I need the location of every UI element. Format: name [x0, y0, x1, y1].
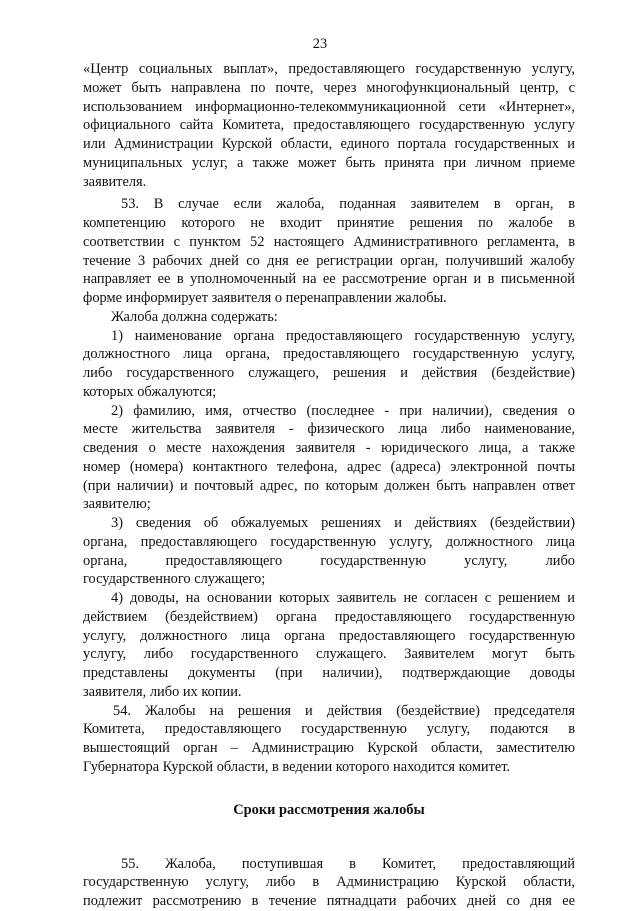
text-line: услугу, либо государственного служащего. Заявителем могут быть: [83, 646, 575, 663]
text-line: 3) сведения об обжалуемых решениях и действиях (бездействии): [111, 515, 575, 531]
text-line: 53. В случае если жалоба, поданная заявителем в орган, в: [121, 196, 575, 213]
document-body: [83, 60, 575, 911]
text-line: компетенцию которого не входит принятие решения по жалобе в: [83, 215, 575, 231]
text-line: должностного лица органа, предоставляющего государственную услугу,: [83, 346, 575, 363]
text-line: «Центр социальных выплат», предоставляющего государственную услугу,: [83, 61, 575, 77]
text-line: органа, предоставляющего государственную услугу, должностного лица: [83, 533, 575, 550]
complaint-intro: Жалоба должна содержать:: [111, 308, 278, 325]
list-item-4: [83, 589, 575, 702]
text-line: направляет ее в уполномоченный на ее рассмотрение орган и в письменной: [83, 271, 575, 288]
text-line: соответствии с пунктом 52 настоящего Административного регламента, в: [83, 233, 575, 250]
text-line: 55. Жалоба, поступившая в Комитет, предоставляющий: [121, 855, 575, 872]
text-line: заявителю;: [83, 496, 151, 513]
text-line: услугу, должностного лица органа предоставляющего государственную: [83, 627, 575, 644]
text-line: Губернатора Курской области, в ведении которого находится комитет.: [83, 758, 511, 775]
section-heading: Сроки рассмотрения жалобы: [233, 801, 425, 818]
text-line: (при наличии) и почтовый адрес, по которым должен быть направлен ответ: [83, 477, 575, 494]
paragraph-55: [83, 855, 575, 911]
text-line: 4) доводы, на основании которых заявитель не согласен с решением и: [111, 590, 575, 606]
text-line: номер (номера) контактного телефона, адрес (адреса) электронной почты: [83, 458, 575, 475]
text-line: подлежит рассмотрению в течение пятнадцати рабочих дней со дня ее: [83, 893, 575, 909]
text-line: 2) фамилию, имя, отчество (последнее - при наличии), сведения о: [111, 402, 575, 419]
text-line: 54. Жалобы на решения и действия (бездействие) председателя: [113, 702, 575, 719]
paragraph-53: [83, 195, 575, 308]
text-line: органа, предоставляющего государственную услугу, либо: [83, 552, 575, 569]
text-line: официального сайта Комитета, предоставляющего государственную услугу: [83, 117, 575, 134]
list-item-3: [83, 514, 575, 589]
text-line: либо государственного служащего, решения и действия (бездействие): [83, 365, 575, 381]
text-line: 1) наименование органа предоставляющего государственную услугу,: [111, 327, 575, 344]
text-line: течение 3 рабочих дней со дня ее регистрации орган, получивший жалобу: [83, 252, 575, 269]
text-line: которых обжалуются;: [83, 383, 217, 400]
text-line: сведения о месте нахождения заявителя - юридического лица, а также: [83, 440, 575, 456]
paragraph-intro: [83, 60, 575, 191]
text-line: или Администрации Курской области, единого портала государственных и: [83, 136, 575, 152]
text-line: форме информирует заявителя о перенаправлении жалобы.: [83, 290, 447, 306]
text-line: использованием информационно-телекоммуникационной сети «Интернет»,: [83, 98, 575, 115]
page-number: 23: [312, 36, 328, 52]
paragraph-54: [83, 702, 575, 777]
text-line: месте жительства заявителя - физического лица либо наименование,: [83, 421, 575, 438]
text-line: государственного служащего;: [83, 571, 266, 588]
text-line: муниципальных услуг, а также может быть принята при личном приеме: [83, 154, 575, 171]
text-line: действием (бездействием) органа предоставляющего государственную: [83, 608, 575, 625]
text-line: заявителя.: [83, 173, 147, 190]
text-line: может быть направлена по почте, через многофункциональный центр, с: [83, 79, 575, 96]
text-line: вышестоящий орган – Администрацию Курской области, заместителю: [83, 740, 575, 756]
list-item-2: [83, 402, 575, 515]
list-item-1: [83, 327, 575, 402]
text-line: государственную услугу, либо в Администрацию Курской области,: [83, 874, 575, 891]
text-line: Комитета, предоставляющего государственную услугу, подаются в: [83, 721, 575, 738]
text-line: представлены документы (при наличии), подтверждающие доводы: [83, 665, 575, 681]
text-line: заявителя, либо их копии.: [83, 683, 242, 700]
